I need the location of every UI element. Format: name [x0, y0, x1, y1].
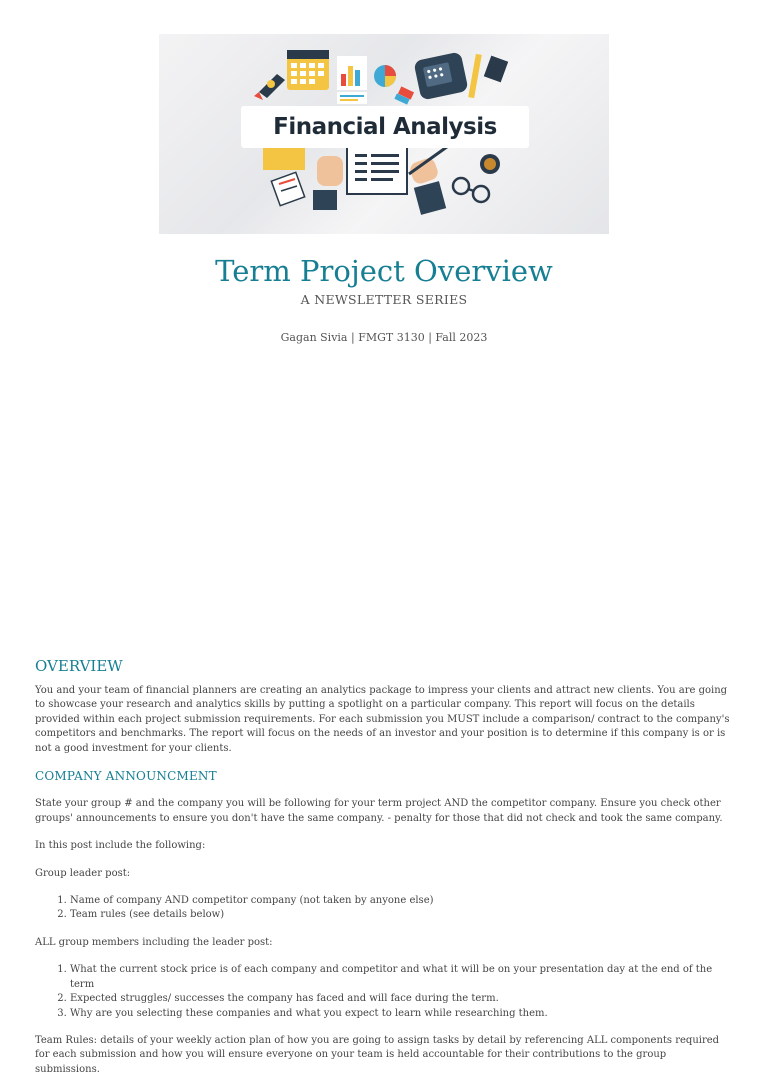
leader-list [35, 894, 730, 923]
pen-hand-icon [408, 144, 451, 215]
team-rules-paragraph: Team Rules: details of your weekly action plan of how you are going to assign tasks by detail by referencing ALL components required for each submission and how you will ensure everyone on your team is held accountable for their contributions to the group submissions. [35, 1034, 720, 1075]
telephone-icon [413, 51, 468, 100]
paperclip-icon [394, 86, 414, 104]
hand-icon [313, 156, 343, 210]
author-byline: Gagan Sivia | FMGT 3130 | Fall 2023 [280, 331, 488, 344]
glasses-icon [453, 178, 489, 202]
list-item: 2. Team rules (see details below) [70, 908, 730, 922]
leader-line: Group leader post: [35, 867, 131, 879]
company-announcement-heading: COMPANY ANNOUNCMENT [35, 769, 217, 784]
list-item: 1. What the current stock price is of each company and competitor and what it will be on your presentation day at the end of the term [70, 963, 730, 992]
pencil-icon [468, 54, 482, 98]
banner-image [159, 34, 609, 234]
main-content [35, 656, 730, 1090]
list-item: 2. Expected struggles/ successes the company has faced and will face during the term. [70, 992, 730, 1006]
rocket-icon [254, 74, 285, 100]
calendar-icon [287, 50, 329, 90]
bar-chart-icon [337, 56, 367, 104]
sticky-note-icon [484, 56, 508, 83]
overview-paragraph: You and your team of financial planners are creating an analytics package to impress your clients and attract new clients. You are going to showcase your research and analytics skills by putting a spotlight on a particular company. This report will focus on the details provided within each project submission requirements. For each submission you MUST include a comparison/ contract to the company's competitors and benchmarks. The report will focus on the needs of an investor and your position is to determine if this company is or is not a good investment for your clients. [35, 685, 730, 754]
document-icon [347, 146, 407, 194]
notepad-icon [263, 148, 305, 170]
include-line: In this post include the following: [35, 840, 206, 852]
members-line: ALL group members including the leader post: [35, 936, 273, 948]
banner-title: Financial Analysis [241, 106, 529, 148]
members-list [35, 963, 730, 1021]
page-subtitle: A NEWSLETTER SERIES [300, 292, 468, 307]
coffee-cup-icon [480, 154, 500, 174]
pie-chart-icon [374, 65, 396, 87]
list-item: 1. Name of company AND competitor company (not taken by anyone else) [70, 894, 730, 908]
announcement-intro: State your group # and the company you will be following for your term project AND the competitor company. Ensure you check other groups' announcements to ensure you don't have the same company. - penalty for those that did not check and took the same company. [35, 798, 723, 824]
overview-heading: OVERVIEW [35, 657, 123, 675]
receipt-icon [271, 172, 304, 205]
page-title: Term Project Overview [215, 254, 553, 288]
list-item: 3. Why are you selecting these companies and what you expect to learn while researching them. [70, 1007, 730, 1021]
